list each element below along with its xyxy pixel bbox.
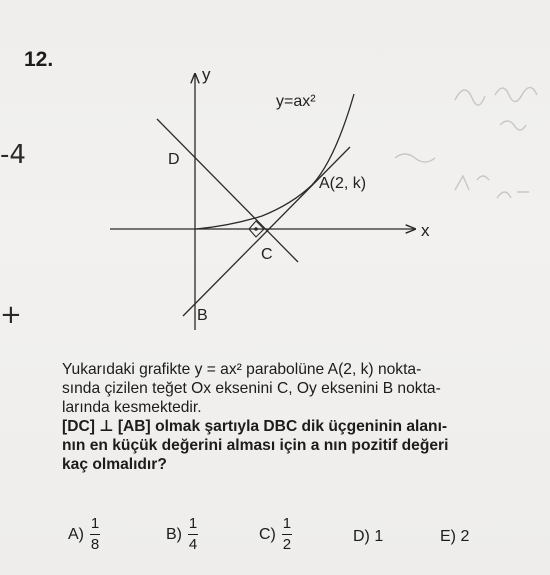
line-dc <box>157 119 298 262</box>
problem-line-2: sında çizilen teğet Ox eksenini C, Oy eksenini B nokta- <box>62 380 441 397</box>
option-b-label: B) <box>166 525 182 543</box>
x-axis-label: x <box>421 221 430 240</box>
option-a-numerator: 1 <box>90 515 100 532</box>
problem-text <box>62 360 532 474</box>
right-angle-dot <box>254 227 258 231</box>
problem-line-4: [DC] ⊥ [AB] olmak şartıyla DBC dik üçgeninin alanı- <box>62 418 448 435</box>
option-a-fraction <box>90 516 100 553</box>
parabola-curve <box>196 94 354 229</box>
problem-line-3: larında kesmektedir. <box>62 399 202 416</box>
tangent-line-ab <box>183 147 350 316</box>
point-c-label: C <box>261 246 273 263</box>
option-c-label: C) <box>259 525 276 543</box>
point-b-label: B <box>197 307 208 324</box>
option-c-fraction <box>282 516 292 553</box>
option-c[interactable] <box>259 516 292 553</box>
y-axis-label: y <box>202 65 211 84</box>
option-a-label: A) <box>68 525 84 543</box>
problem-line-6: kaç olmalıdır? <box>62 456 167 473</box>
option-d-label: D) 1 <box>353 528 384 545</box>
option-b-numerator: 1 <box>188 515 198 532</box>
option-e-label: E) 2 <box>440 528 470 545</box>
option-b-denominator: 4 <box>188 536 198 553</box>
point-d-label: D <box>168 151 180 168</box>
option-a[interactable] <box>68 516 100 553</box>
option-b-fraction <box>188 516 198 553</box>
option-b[interactable] <box>166 516 198 553</box>
curve-label: y=ax² <box>276 93 316 110</box>
option-c-numerator: 1 <box>282 515 292 532</box>
margin-mark-bottom: + <box>0 300 22 330</box>
question-number: 12. <box>24 48 54 71</box>
option-e[interactable] <box>440 528 469 546</box>
problem-line-5: nın en küçük değerini alması için a nın pozitif değeri <box>62 437 449 454</box>
option-c-denominator: 2 <box>282 536 292 553</box>
problem-line-1: Yukarıdaki grafikte y = ax² parabolüne A(2, k) nokta- <box>62 361 422 378</box>
margin-mark-top: -4 <box>0 140 26 170</box>
option-a-denominator: 8 <box>90 536 100 553</box>
point-a-label: A(2, k) <box>319 175 367 192</box>
option-d[interactable] <box>353 528 383 546</box>
